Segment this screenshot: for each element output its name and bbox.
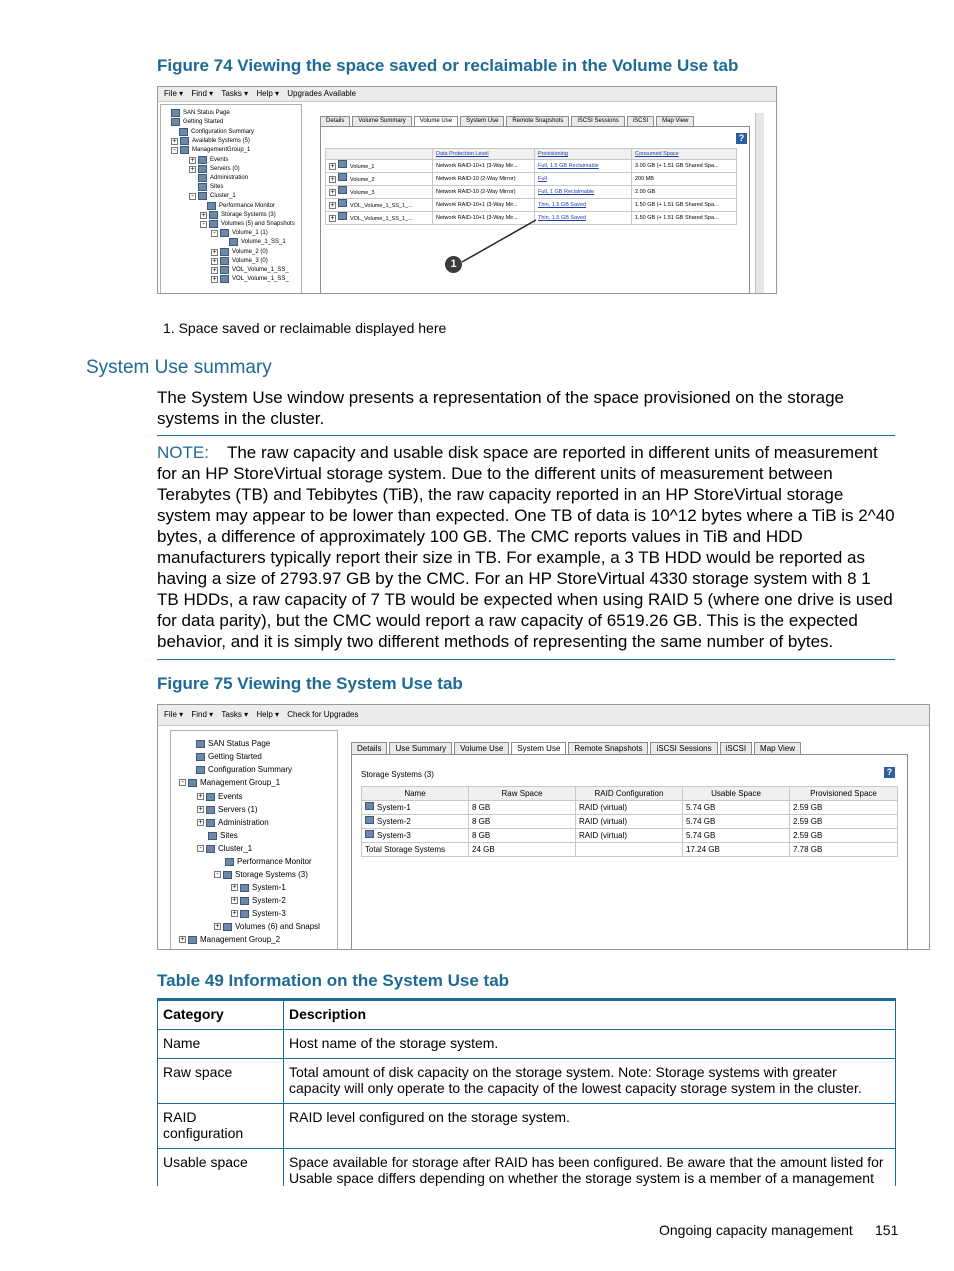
collapse-icon[interactable]: - xyxy=(197,845,204,852)
expand-icon[interactable]: + xyxy=(190,165,195,173)
cluster-icon xyxy=(206,845,215,853)
table-row[interactable]: System-1 8 GB RAID (virtual) 5.74 GB 2.59 GB xyxy=(362,801,898,815)
menu-file[interactable]: File ▾ xyxy=(164,89,184,98)
collapse-icon[interactable]: - xyxy=(211,230,218,237)
system-icon xyxy=(365,816,374,824)
tab-volume-summary[interactable]: Volume Summary xyxy=(352,116,411,127)
table-row: RAID configuration RAID level configured on the storage system. xyxy=(158,1104,896,1149)
tree-item[interactable]: Sites xyxy=(198,183,223,191)
column-header[interactable]: Consumed Space xyxy=(632,149,737,160)
page-icon xyxy=(196,740,205,748)
table-49-title: Table 49 Information on the System Use tab xyxy=(157,971,510,990)
menu-find[interactable]: Find ▾ xyxy=(191,89,214,98)
menu-bar xyxy=(158,705,929,726)
tab-use-summary[interactable]: Use Summary xyxy=(389,742,452,755)
expand-icon[interactable]: + xyxy=(190,156,195,164)
section-heading: System Use summary xyxy=(86,357,272,378)
system-icon xyxy=(240,910,249,918)
table-total-row[interactable]: Total Storage Systems 24 GB 17.24 GB 7.78 GB xyxy=(362,843,898,857)
tree-item[interactable]: + Management Group_2 xyxy=(180,935,281,944)
tab-iscsi-sessions[interactable]: iSCSI Sessions xyxy=(571,116,624,127)
menu-check-upgrades[interactable]: Check for Upgrades xyxy=(287,710,359,719)
tree-item[interactable]: + Volume_3 (0) xyxy=(212,257,268,265)
callout-badge: 1 xyxy=(445,256,462,273)
tab-system-use[interactable]: System Use xyxy=(460,116,504,127)
system-icon xyxy=(365,802,374,810)
column-header: Category xyxy=(158,1001,284,1030)
tab-details[interactable]: Details xyxy=(351,742,387,755)
volumes-icon xyxy=(223,923,232,931)
column-header[interactable]: Provisioned Space xyxy=(790,787,898,801)
expand-icon[interactable]: + xyxy=(330,202,335,209)
tab-iscsi-sessions[interactable]: iSCSI Sessions xyxy=(650,742,717,755)
tab-remote-snapshots[interactable]: Remote Snapshots xyxy=(506,116,569,127)
table-row[interactable]: + VOL_Volume_1_SS_1_... Network RAID-10+1 (3-Way Mir... Thin, 1.5 GB Saved 1.50 GB (+ 1.51 GB Shared Spa... xyxy=(326,199,737,212)
figure-74-title: Figure 74 Viewing the space saved or reclaimable in the Volume Use tab xyxy=(157,56,739,75)
expand-icon[interactable]: + xyxy=(232,910,237,917)
tree-item[interactable]: - Cluster_1 xyxy=(189,192,236,200)
table-row[interactable]: + Volume_2 Network RAID-10 (2-Way Mirror) Full 200 MB xyxy=(326,173,737,186)
column-header[interactable]: RAID Configuration xyxy=(576,787,683,801)
figure-74-caption: 1. Space saved or reclaimable displayed here xyxy=(163,320,447,336)
tree-item[interactable]: + Storage Systems (3) xyxy=(201,211,276,219)
menu-file[interactable]: File ▾ xyxy=(164,710,184,719)
menu-help[interactable]: Help ▾ xyxy=(256,89,280,98)
column-header[interactable]: Raw Space xyxy=(469,787,576,801)
note-box xyxy=(157,435,895,660)
storage-icon xyxy=(223,871,232,879)
expand-icon[interactable]: + xyxy=(172,137,177,145)
tree-item[interactable]: - ManagementGroup_1 xyxy=(171,146,250,154)
expand-icon[interactable]: + xyxy=(212,257,217,265)
group-icon xyxy=(188,779,197,787)
expand-icon[interactable]: + xyxy=(330,189,335,196)
table-row: Name Host name of the storage system. xyxy=(158,1030,896,1059)
tree-item[interactable]: + Volumes (6) and Snapsl xyxy=(215,922,320,931)
table-row: Usable space Space available for storage after RAID has been configured. Be aware that the amount listed for Usable space differs depending on whether the storage system is a member of a management xyxy=(158,1149,896,1187)
tree-item[interactable]: Performance Monitor xyxy=(207,202,275,210)
expand-icon[interactable]: + xyxy=(212,266,217,274)
note-text: The raw capacity and usable disk space are reported in different units of measurement for an HP StoreVirtual storage system. Due to the different units of measurement between Terabytes (TB) and Tebibytes (TiB), the raw capacity reported in an HP StoreVirtual storage system may appear to be lower than expected. One TB of data is 10^12 bytes where a TiB is 2^40 bytes, a difference of approximately 100 GB. The CMC reports values in TiB and HDD manufacturers typically report their size in TB. For example, a 3 TB HDD would be reported as having a size of 2793.97 GB by the CMC. For an HP StoreVirtual 4330 storage system with 8 1 TB HDDs, a raw capacity of 7 TB would be expected when using RAID 5 (where one drive is used for data parity), but the CMC would report a raw capacity of 6519.26 GB. This is the expected behavior, and it is simply two different methods of representing the same number of bytes. xyxy=(157,443,895,651)
callout-leader-line xyxy=(158,87,776,293)
tree-item[interactable]: - Volume_1 (1) xyxy=(211,229,268,237)
navigation-tree xyxy=(170,730,338,950)
tree-item[interactable]: + System-2 xyxy=(232,896,286,905)
expand-icon[interactable]: + xyxy=(330,163,335,170)
tab-system-use[interactable]: System Use xyxy=(511,742,566,755)
page-icon xyxy=(196,753,205,761)
table-row[interactable]: + VOL_Volume_1_SS_1_... Network RAID-10+1 (3-Way Mir... Thin, 1.5 GB Saved 1.50 GB (+ 1.51 GB Shared Spa... xyxy=(326,212,737,225)
tree-item[interactable]: + VOL_Volume_1_SS_ xyxy=(212,275,289,283)
tree-item[interactable]: + Administration xyxy=(198,818,269,827)
collapse-icon[interactable]: - xyxy=(171,147,178,154)
tree-item[interactable]: + Available Systems (5) xyxy=(172,137,250,145)
tree-item[interactable]: Getting Started xyxy=(196,752,262,761)
tree-item[interactable]: - Storage Systems (3) xyxy=(214,870,308,879)
collapse-icon[interactable]: - xyxy=(179,779,186,786)
page-number: 151 xyxy=(875,1222,899,1238)
expand-icon[interactable]: + xyxy=(212,275,217,283)
table-row[interactable]: + Volume_1 Network RAID-10+1 (3-Way Mir... Full, 1.5 GB Reclaimable 3.00 GB (+ 1.51 GB Shared Spa... xyxy=(326,160,737,173)
sites-icon xyxy=(208,832,217,840)
expand-icon[interactable]: + xyxy=(330,215,335,222)
figure-74-screenshot xyxy=(157,86,777,294)
system-use-panel xyxy=(351,754,908,950)
column-header[interactable]: Usable Space xyxy=(683,787,790,801)
menu-find[interactable]: Find ▾ xyxy=(191,710,214,719)
menu-help[interactable]: Help ▾ xyxy=(256,710,280,719)
table-row: Raw space Total amount of disk capacity on the storage system. Note: Storage systems with greater capacity will only operate to the capacity of the lowest capacity storage system in the cluster. xyxy=(158,1059,896,1104)
tree-item[interactable]: - Volumes (5) and Snapshots xyxy=(200,220,295,228)
column-header[interactable]: Provisioning xyxy=(535,149,632,160)
collapse-icon[interactable]: - xyxy=(189,193,196,200)
column-header[interactable]: Data Protection Level xyxy=(433,149,535,160)
expand-icon[interactable]: + xyxy=(201,211,206,219)
menu-tasks[interactable]: Tasks ▾ xyxy=(221,89,249,98)
tree-item[interactable]: Performance Monitor xyxy=(225,857,312,866)
tab-map-view[interactable]: Map View xyxy=(656,116,694,127)
expand-icon[interactable]: + xyxy=(198,806,203,813)
help-icon[interactable]: ? xyxy=(736,133,747,144)
tab-details[interactable]: Details xyxy=(320,116,350,127)
tree-item[interactable]: Sites xyxy=(208,831,238,840)
tab-map-view[interactable]: Map View xyxy=(754,742,801,755)
system-icon xyxy=(240,884,249,892)
tree-item[interactable]: + System-1 xyxy=(232,883,286,892)
system-icon xyxy=(365,830,374,838)
expand-icon[interactable]: + xyxy=(330,176,335,183)
expand-icon[interactable]: + xyxy=(212,248,217,256)
expand-icon[interactable]: + xyxy=(198,793,203,800)
intro-paragraph: The System Use window presents a representation of the space provisioned on the storage systems in the cluster. xyxy=(157,388,844,428)
column-header: Description xyxy=(284,1001,896,1030)
tree-item[interactable]: + Events xyxy=(190,156,229,164)
group-icon xyxy=(188,936,197,944)
tree-item[interactable]: Configuration Summary xyxy=(179,128,254,136)
tree-item[interactable]: + VOL_Volume_1_SS_ xyxy=(212,266,289,274)
figure-75-title: Figure 75 Viewing the System Use tab xyxy=(157,674,463,693)
tree-item[interactable]: Volume_1_SS_1 xyxy=(229,238,286,246)
events-icon xyxy=(206,793,215,801)
tab-iscsi[interactable]: iSCSI xyxy=(627,116,654,127)
expand-icon[interactable]: + xyxy=(215,923,220,930)
system-icon xyxy=(240,897,249,905)
admin-icon xyxy=(206,819,215,827)
tree-item[interactable]: SAN Status Page xyxy=(196,739,270,748)
system-use-table xyxy=(361,786,898,857)
tree-item[interactable]: + Servers (1) xyxy=(198,805,258,814)
table-row[interactable]: + Volume_3 Network RAID-10 (2-Way Mirror) Full, 1 GB Reclaimable 2.00 GB xyxy=(326,186,737,199)
figure-75-screenshot xyxy=(157,704,930,950)
table-49 xyxy=(157,1000,896,1186)
tab-remote-snapshots[interactable]: Remote Snapshots xyxy=(568,742,648,755)
column-header[interactable]: Name xyxy=(362,787,469,801)
note-label: NOTE: xyxy=(157,443,209,462)
monitor-icon xyxy=(225,858,234,866)
table-header-row xyxy=(158,1001,896,1030)
table-row[interactable]: System-3 8 GB RAID (virtual) 5.74 GB 2.59 GB xyxy=(362,829,898,843)
expand-icon[interactable]: + xyxy=(180,936,185,943)
collapse-icon[interactable]: - xyxy=(200,221,207,228)
summary-icon xyxy=(196,766,205,774)
tab-iscsi[interactable]: iSCSI xyxy=(720,742,752,755)
tree-item[interactable]: - Cluster_1 xyxy=(197,844,252,853)
menu-tasks[interactable]: Tasks ▾ xyxy=(221,710,249,719)
tree-item[interactable]: - Management Group_1 xyxy=(179,778,280,787)
tree-item[interactable]: + Events xyxy=(198,792,243,801)
table-49-container xyxy=(157,998,896,1186)
table-header-row xyxy=(362,787,898,801)
expand-icon[interactable]: + xyxy=(232,897,237,904)
table-row[interactable]: System-2 8 GB RAID (virtual) 5.74 GB 2.59 GB xyxy=(362,815,898,829)
collapse-icon[interactable]: - xyxy=(214,871,221,878)
servers-icon xyxy=(206,806,215,814)
expand-icon[interactable]: + xyxy=(198,819,203,826)
tree-item[interactable]: Configuration Summary xyxy=(196,765,292,774)
tree-item[interactable]: + System-3 xyxy=(232,909,286,918)
tree-item[interactable]: + Servers (0) xyxy=(190,165,240,173)
tree-item[interactable]: SAN Status Page xyxy=(171,109,230,117)
help-icon[interactable]: ? xyxy=(884,767,895,778)
tree-item[interactable]: Getting Started xyxy=(171,118,223,126)
tree-item[interactable]: + Volume_2 (0) xyxy=(212,248,268,256)
tree-item[interactable]: Administration xyxy=(198,174,248,182)
footer-section-name: Ongoing capacity management xyxy=(659,1222,853,1238)
tab-volume-use[interactable]: Volume Use xyxy=(414,116,458,127)
tab-volume-use[interactable]: Volume Use xyxy=(454,742,509,755)
expand-icon[interactable]: + xyxy=(232,884,237,891)
panel-label: Storage Systems (3) xyxy=(361,770,434,779)
menu-upgrades[interactable]: Upgrades Available xyxy=(287,89,357,98)
